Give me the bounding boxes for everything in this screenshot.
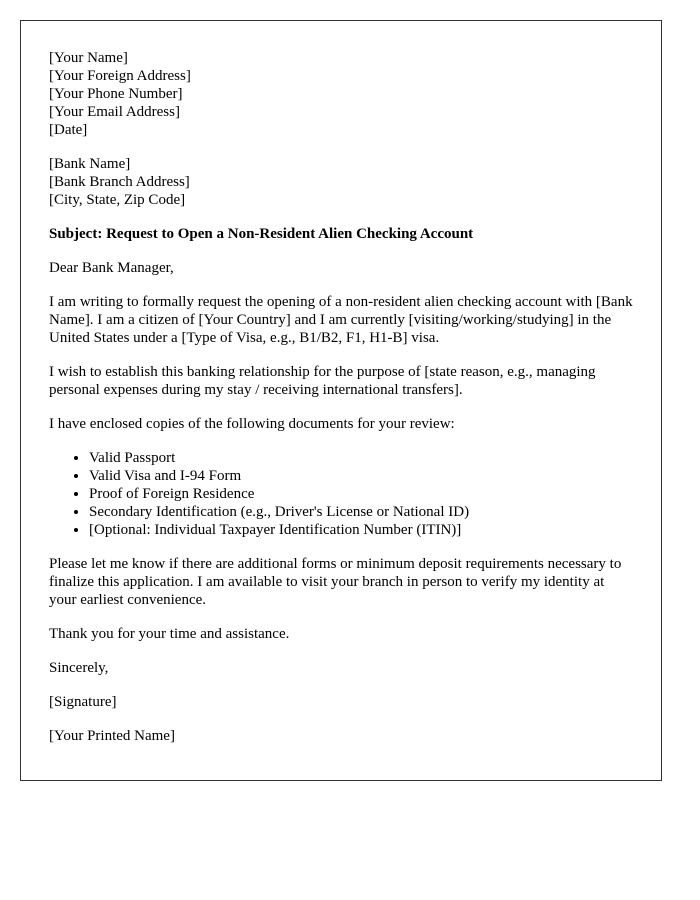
- letter-date: [Date]: [49, 122, 88, 138]
- body-paragraph: I wish to establish this banking relationship for the purpose of [state reason, e.g., managing personal expenses during my stay / receiving international transfers].: [49, 364, 596, 398]
- recipient-block: [49, 155, 633, 209]
- sender-block: [49, 49, 633, 139]
- sender-email: [Your Email Address]: [49, 104, 180, 120]
- bank-name: [Bank Name]: [49, 156, 131, 172]
- letter: [20, 20, 662, 781]
- list-item: • Valid Visa and I-94 Form: [89, 467, 633, 485]
- list-item: • Secondary Identification (e.g., Driver's License or National ID): [89, 503, 633, 521]
- subject-line: Subject: Request to Open a Non-Resident Alien Checking Account: [49, 226, 474, 242]
- list-item: • Proof of Foreign Residence: [89, 485, 633, 503]
- documents-list: [49, 449, 633, 539]
- thank-you-line: Thank you for your time and assistance.: [49, 626, 290, 642]
- body-paragraph: I have enclosed copies of the following documents for your review:: [49, 416, 455, 432]
- list-item: • Valid Passport: [89, 449, 633, 467]
- printed-name: [Your Printed Name]: [49, 728, 175, 744]
- bank-branch-address: [Bank Branch Address]: [49, 174, 190, 190]
- list-item: • [Optional: Individual Taxpayer Identification Number (ITIN)]: [89, 521, 633, 539]
- signature: [Signature]: [49, 694, 117, 710]
- body-paragraph: Please let me know if there are additional forms or minimum deposit requirements necessary to finalize this application. I am available to visit your branch in person to verify my identity at your earliest convenience.: [49, 556, 622, 608]
- body-paragraph: I am writing to formally request the opening of a non-resident alien checking account with [Bank Name]. I am a citizen of [Your Country] and I am currently [visiting/working/studying] in the United States under a [Type of Visa, e.g., B1/B2, F1, H1-B] visa.: [49, 294, 633, 346]
- bank-city-state-zip: [City, State, Zip Code]: [49, 192, 186, 208]
- sender-address: [Your Foreign Address]: [49, 68, 191, 84]
- sender-phone: [Your Phone Number]: [49, 86, 183, 102]
- salutation: Dear Bank Manager,: [49, 260, 174, 276]
- signoff: Sincerely,: [49, 660, 109, 676]
- sender-name: [Your Name]: [49, 50, 128, 66]
